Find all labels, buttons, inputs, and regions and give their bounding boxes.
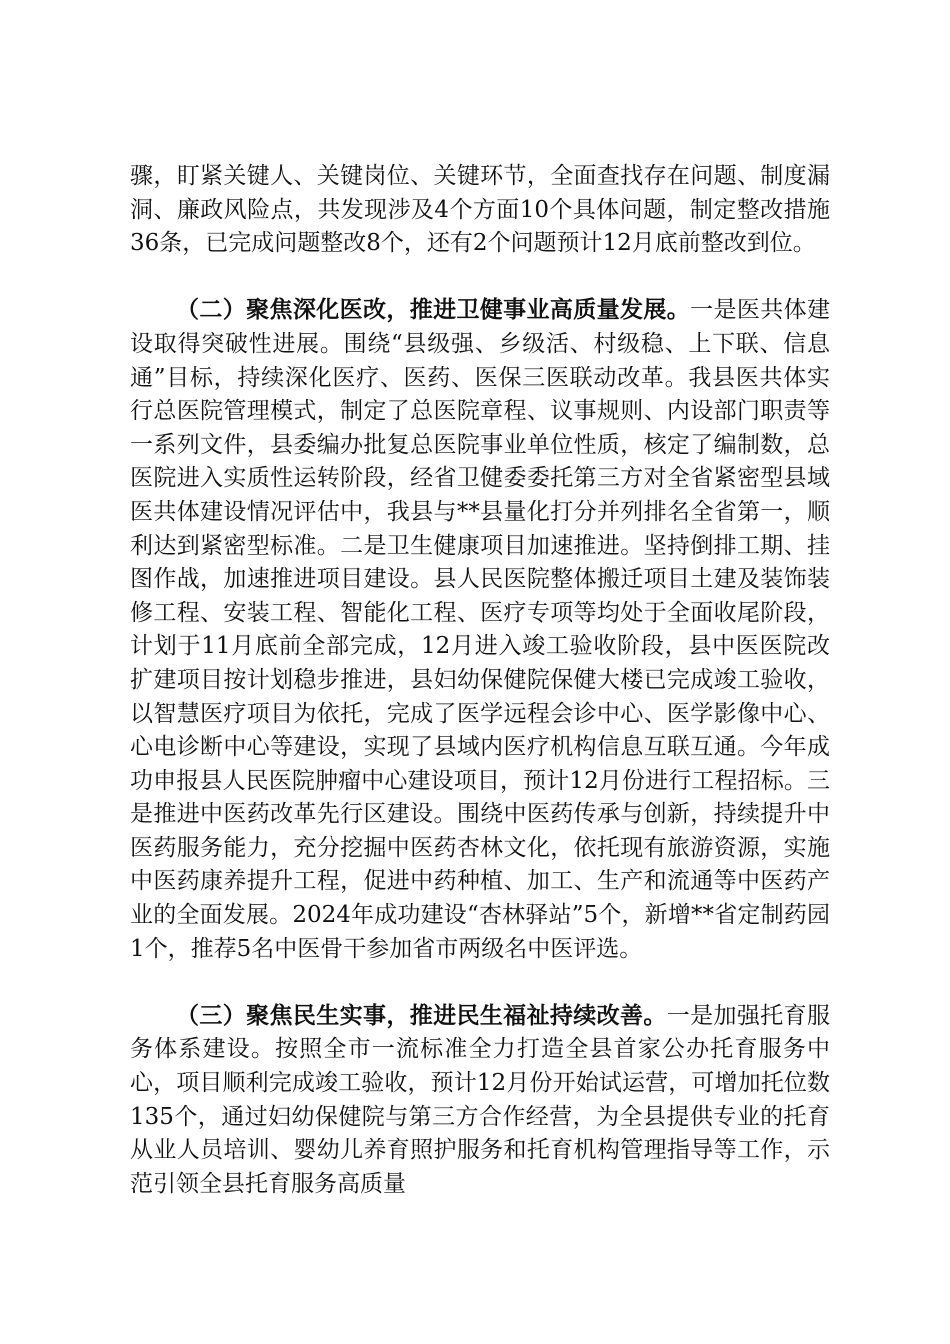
paragraph-body: 骤，盯紧关键人、关键岗位、关键环节，全面查找存在问题、制度漏洞、廉政风险点，共发现涉及4个方面10个具体问题，制定整改措施36条，已完成问题整改8个，还有2个问题预计12月底前整改到位。 [130,163,830,257]
paragraph-continuation [130,160,830,261]
document-page [130,160,830,1235]
section-heading: （二）聚焦深化医改，推进卫健事业高质量发展。 [176,297,691,324]
section-heading: （三）聚焦民生实事，推进民生福祉持续改善。 [176,1002,667,1029]
paragraph-body: 一是加强托育服务体系建设。按照全市一流标准全力打造全县首家公办托育服务中心，项目顺利完成竣工验收，预计12月份开始试运营，可增加托位数135个，通过妇幼保健院与第三方合作经营，为全县提供专业的托育从业人员培训、婴幼儿养育照护服务和托育机构管理指导等工作，示范引领全县托育服务高质量 [130,1002,831,1197]
paragraph-body: 一是医共体建设取得突破性进展。围绕“县级强、乡级活、村级稳、上下联、信息通”目标，持续深化医疗、医药、医保三医联动改革。我县医共体实行总医院管理模式，制定了总医院章程、议事规则、内设部门职责等一系列文件，县委编办批复总医院事业单位性质，核定了编制数，总医院进入实质性运转阶段，经省卫健委委托第三方对全省紧密型县域医共体建设情况评估中，我县与**县量化打分并列排名全省第一，顺利达到紧密型标准。二是卫生健康项目加速推进。坚持倒排工期、挂图作战，加速推进项目建设。县人民医院整体搬迁项目土建及装饰装修工程、安装工程、智能化工程、医疗专项等均处于全面收尾阶段，计划于11月底前全部完成，12月进入竣工验收阶段，县中医医院改扩建项目按计划稳步推进，县妇幼保健院保健大楼已完成竣工验收，以智慧医疗项目为依托，完成了医学远程会诊中心、医学影像中心、心电诊断中心等建设，实现了县域内医疗机构信息互联互通。今年成功申报县人民医院肿瘤中心建设项目，预计12月份进行工程招标。三是推进中医药改革先行区建设。围绕中医药传承与创新，持续提升中医药服务能力，充分挖掘中医药杏林文化，依托现有旅游资源，实施中医药康养提升工程，促进中药种植、加工、生产和流通等中医药产业的全面发展。2024年成功建设“杏林驿站”5个，新增**省定制药园1个，推荐5名中医骨干参加省市两级名中医评选。 [130,297,831,962]
paragraph-section-2 [130,294,830,966]
paragraph-section-3 [130,1000,830,1202]
